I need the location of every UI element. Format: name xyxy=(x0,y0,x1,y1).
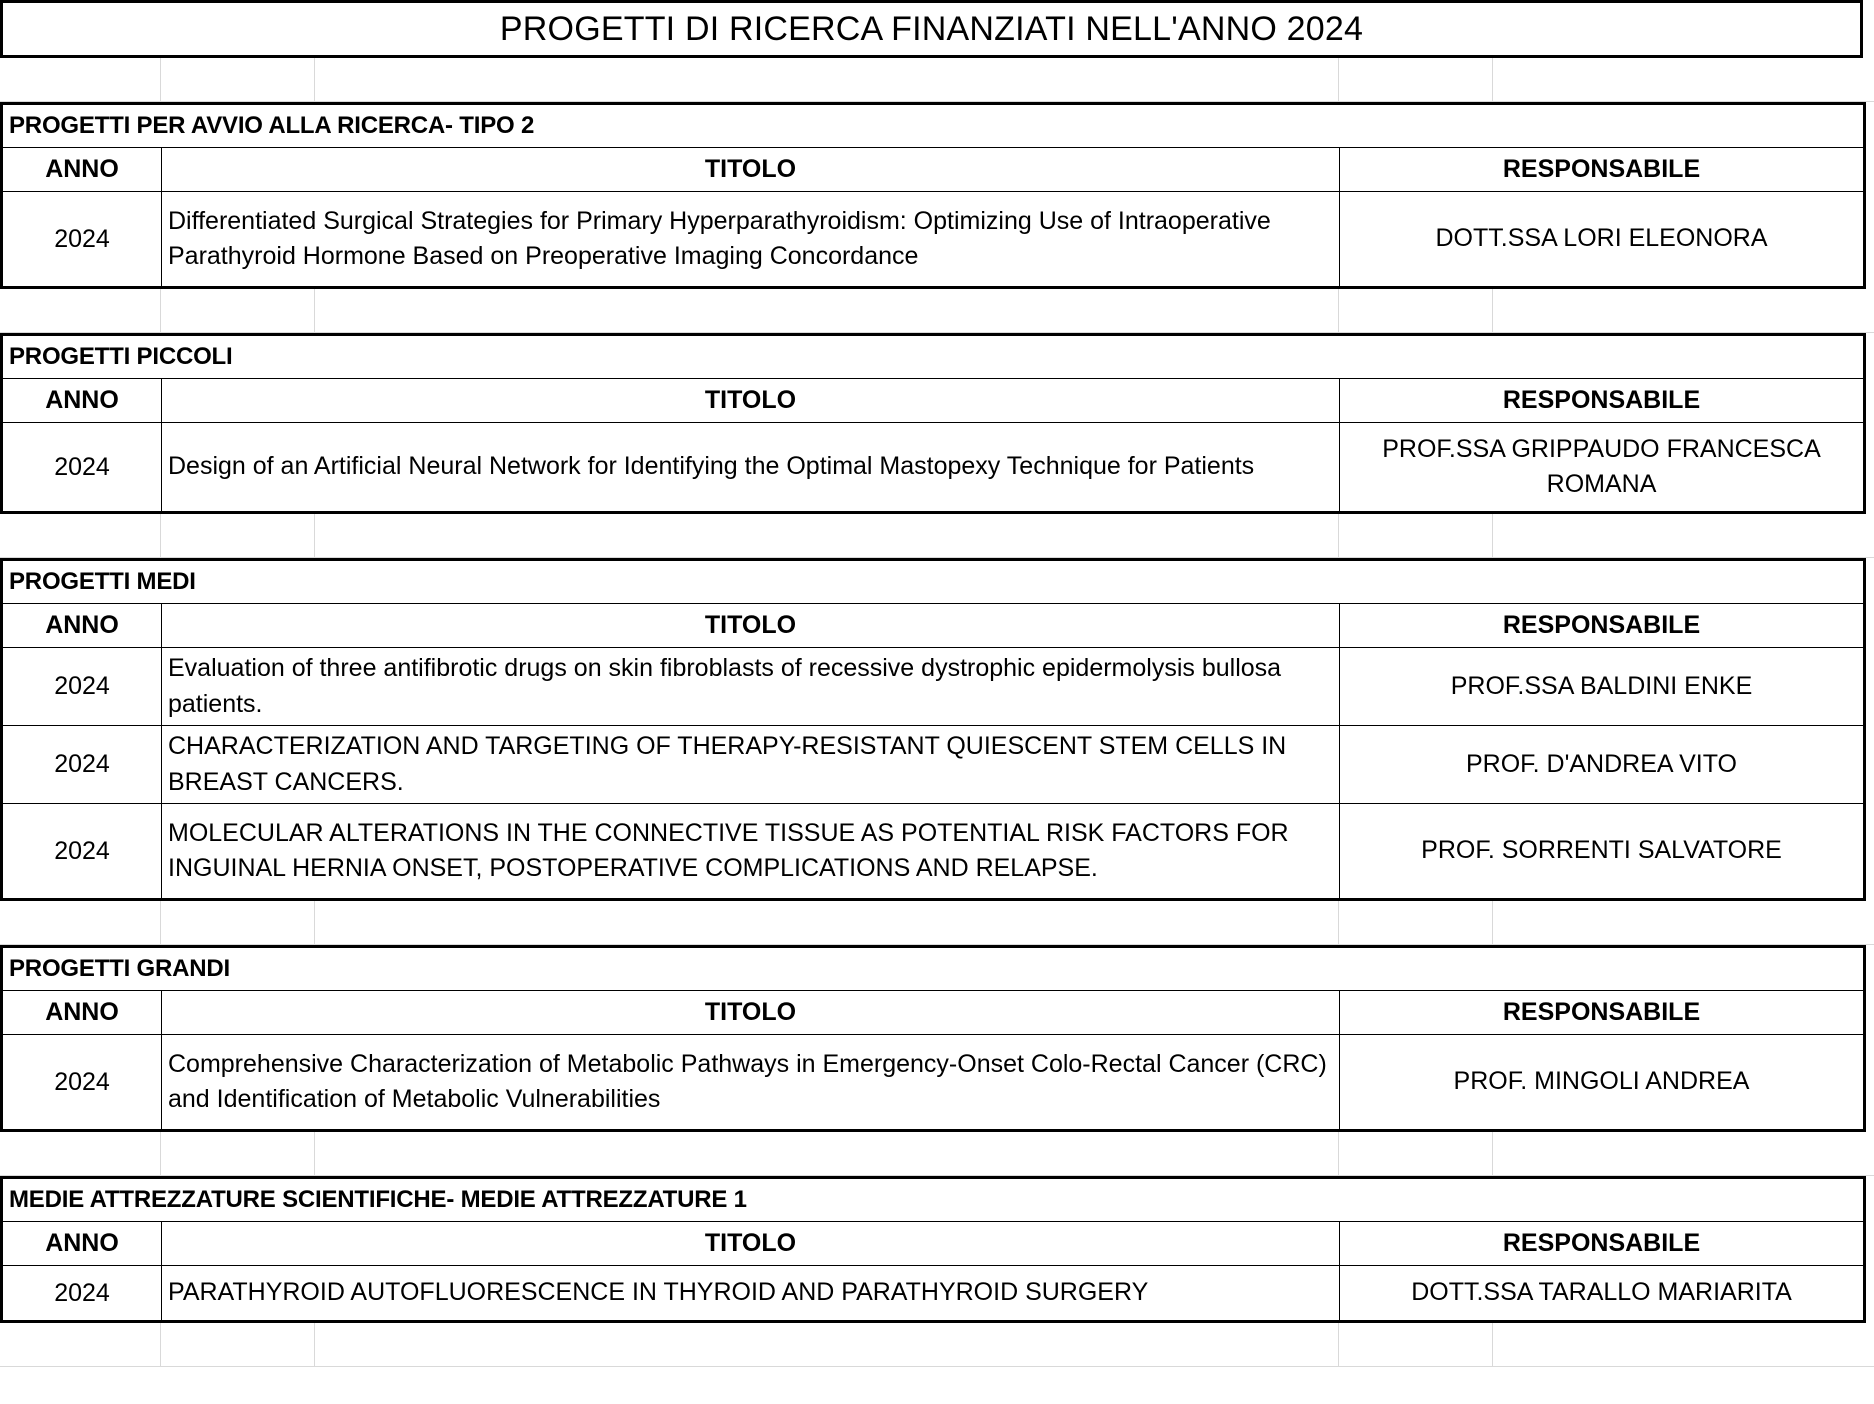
section-banner-label: PROGETTI GRANDI xyxy=(2,947,1865,991)
document-title-bar xyxy=(0,0,1863,58)
cell-titolo: Comprehensive Characterization of Metabolic Pathways in Emergency-Onset Colo-Rectal Cancer (CRC) and Identification of Metabolic Vulnerabilities xyxy=(162,1035,1340,1131)
column-header-anno: ANNO xyxy=(2,379,162,423)
table-row xyxy=(2,726,1865,804)
grid-column-line xyxy=(1338,1323,1339,1366)
grid-column-line xyxy=(1492,58,1493,101)
column-header-titolo: TITOLO xyxy=(162,379,1340,423)
grid-column-line xyxy=(1338,289,1339,332)
grid-column-line xyxy=(1492,1132,1493,1175)
cell-anno: 2024 xyxy=(2,648,162,726)
column-header-titolo: TITOLO xyxy=(162,1222,1340,1266)
grid-column-line xyxy=(1492,289,1493,332)
cell-titolo: MOLECULAR ALTERATIONS IN THE CONNECTIVE TISSUE AS POTENTIAL RISK FACTORS FOR INGUINAL HERNIA ONSET, POSTOPERATIVE COMPLICATIONS AND RELAPSE. xyxy=(162,804,1340,900)
grid-column-line xyxy=(160,58,161,101)
table-row xyxy=(2,648,1865,726)
grid-column-line xyxy=(1492,901,1493,944)
column-header-anno: ANNO xyxy=(2,148,162,192)
column-header-responsabile: RESPONSABILE xyxy=(1340,1222,1865,1266)
table-row xyxy=(2,192,1865,288)
grid-column-line xyxy=(160,289,161,332)
column-header-row xyxy=(2,604,1865,648)
cell-responsabile: PROF.SSA GRIPPAUDO FRANCESCA ROMANA xyxy=(1340,423,1865,513)
column-header-titolo: TITOLO xyxy=(162,991,1340,1035)
column-header-titolo: TITOLO xyxy=(162,148,1340,192)
column-header-anno: ANNO xyxy=(2,1222,162,1266)
column-header-responsabile: RESPONSABILE xyxy=(1340,604,1865,648)
cell-responsabile: PROF.SSA BALDINI ENKE xyxy=(1340,648,1865,726)
section-banner-label: MEDIE ATTREZZATURE SCIENTIFICHE- MEDIE ATTREZZATURE 1 xyxy=(2,1178,1865,1222)
grid-spacer-row xyxy=(0,1132,1874,1176)
cell-anno: 2024 xyxy=(2,804,162,900)
grid-column-line xyxy=(1492,514,1493,557)
page-title: PROGETTI DI RICERCA FINANZIATI NELL'ANNO 2024 xyxy=(499,9,1364,48)
grid-spacer-row xyxy=(0,901,1874,945)
cell-titolo: CHARACTERIZATION AND TARGETING OF THERAPY-RESISTANT QUIESCENT STEM CELLS IN BREAST CANCERS. xyxy=(162,726,1340,804)
grid-spacer-row xyxy=(0,58,1874,102)
section-banner-label: PROGETTI PER AVVIO ALLA RICERCA- TIPO 2 xyxy=(2,104,1865,148)
table-row xyxy=(2,1266,1865,1322)
cell-anno: 2024 xyxy=(2,1266,162,1322)
cell-anno: 2024 xyxy=(2,1035,162,1131)
section-banner-label: PROGETTI PICCOLI xyxy=(2,335,1865,379)
cell-anno: 2024 xyxy=(2,726,162,804)
column-header-row xyxy=(2,148,1865,192)
section-table xyxy=(0,1176,1866,1323)
grid-column-line xyxy=(1338,901,1339,944)
cell-titolo: Design of an Artificial Neural Network for Identifying the Optimal Mastopexy Technique for Patients xyxy=(162,423,1340,513)
cell-anno: 2024 xyxy=(2,192,162,288)
column-header-anno: ANNO xyxy=(2,604,162,648)
section-banner-row xyxy=(2,104,1865,148)
grid-column-line xyxy=(314,289,315,332)
cell-responsabile: PROF. MINGOLI ANDREA xyxy=(1340,1035,1865,1131)
cell-titolo: Evaluation of three antifibrotic drugs on skin fibroblasts of recessive dystrophic epidermolysis bullosa patients. xyxy=(162,648,1340,726)
section-banner-row xyxy=(2,1178,1865,1222)
grid-column-line xyxy=(1338,58,1339,101)
section-table xyxy=(0,333,1866,514)
cell-titolo: Differentiated Surgical Strategies for Primary Hyperparathyroidism: Optimizing Use of Intraoperative Parathyroid Hormone Based on Preoperative Imaging Concordance xyxy=(162,192,1340,288)
column-header-responsabile: RESPONSABILE xyxy=(1340,991,1865,1035)
section-table xyxy=(0,558,1866,901)
grid-column-line xyxy=(1338,1132,1339,1175)
grid-column-line xyxy=(314,1323,315,1366)
grid-column-line xyxy=(314,58,315,101)
table-row xyxy=(2,1035,1865,1131)
grid-column-line xyxy=(314,514,315,557)
grid-spacer-row xyxy=(0,514,1874,558)
section-banner-row xyxy=(2,947,1865,991)
column-header-responsabile: RESPONSABILE xyxy=(1340,379,1865,423)
grid-column-line xyxy=(160,1132,161,1175)
grid-column-line xyxy=(314,1132,315,1175)
section-banner-row xyxy=(2,560,1865,604)
cell-responsabile: DOTT.SSA TARALLO MARIARITA xyxy=(1340,1266,1865,1322)
column-header-row xyxy=(2,1222,1865,1266)
grid-spacer-row xyxy=(0,1323,1874,1367)
grid-column-line xyxy=(160,1323,161,1366)
grid-spacer-row xyxy=(0,289,1874,333)
section-table xyxy=(0,102,1866,289)
cell-responsabile: PROF. D'ANDREA VITO xyxy=(1340,726,1865,804)
column-header-titolo: TITOLO xyxy=(162,604,1340,648)
column-header-anno: ANNO xyxy=(2,991,162,1035)
grid-column-line xyxy=(160,514,161,557)
section-banner-row xyxy=(2,335,1865,379)
section-table xyxy=(0,945,1866,1132)
cell-titolo: PARATHYROID AUTOFLUORESCENCE IN THYROID AND PARATHYROID SURGERY xyxy=(162,1266,1340,1322)
table-row xyxy=(2,804,1865,900)
cell-responsabile: PROF. SORRENTI SALVATORE xyxy=(1340,804,1865,900)
column-header-row xyxy=(2,991,1865,1035)
cell-anno: 2024 xyxy=(2,423,162,513)
grid-column-line xyxy=(1492,1323,1493,1366)
section-banner-label: PROGETTI MEDI xyxy=(2,560,1865,604)
column-header-responsabile: RESPONSABILE xyxy=(1340,148,1865,192)
cell-responsabile: DOTT.SSA LORI ELEONORA xyxy=(1340,192,1865,288)
grid-column-line xyxy=(314,901,315,944)
grid-column-line xyxy=(1338,514,1339,557)
grid-column-line xyxy=(160,901,161,944)
column-header-row xyxy=(2,379,1865,423)
table-row xyxy=(2,423,1865,513)
